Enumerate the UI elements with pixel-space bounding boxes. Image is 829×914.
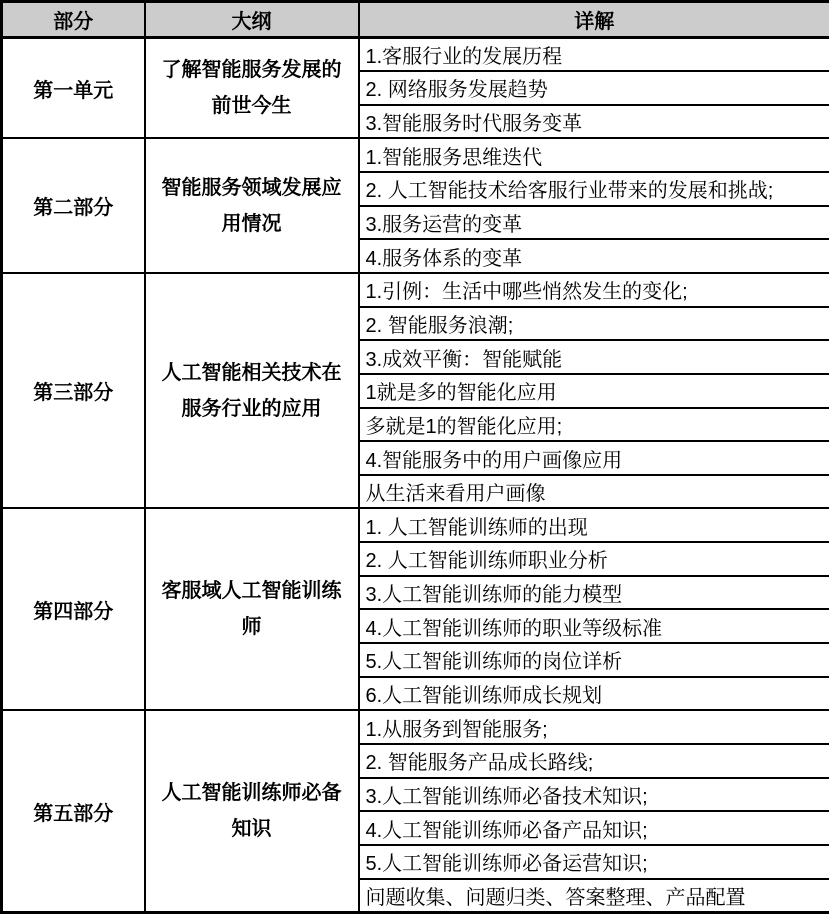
section-1-detail-3: 3.智能服务时代服务变革 bbox=[359, 105, 829, 139]
section-2-detail-3: 3.服务运营的变革 bbox=[359, 206, 829, 240]
section-3-part: 第三部分 bbox=[2, 273, 145, 508]
section-5-part: 第五部分 bbox=[2, 710, 145, 912]
section-4-detail-3: 3.人工智能训练师的能力模型 bbox=[359, 576, 829, 610]
table-row bbox=[2, 710, 829, 744]
section-3-detail-2: 2. 智能服务浪潮; bbox=[359, 307, 829, 341]
section-4-detail-2: 2. 人工智能训练师职业分析 bbox=[359, 542, 829, 576]
section-2-detail-2: 2. 人工智能技术给客服行业带来的发展和挑战; bbox=[359, 172, 829, 206]
section-3-outline: 人工智能相关技术在服务行业的应用 bbox=[145, 273, 359, 508]
section-3-detail-4: 1就是多的智能化应用 bbox=[359, 374, 829, 408]
section-5-outline: 人工智能训练师必备知识 bbox=[145, 710, 359, 912]
table-row bbox=[2, 508, 829, 542]
section-2-detail-1: 1.智能服务思维迭代 bbox=[359, 138, 829, 172]
section-3-detail-5: 多就是1的智能化应用; bbox=[359, 408, 829, 442]
section-5-detail-6: 问题收集、问题归类、答案整理、产品配置 bbox=[359, 879, 829, 913]
table-row bbox=[2, 38, 829, 72]
section-5-detail-1: 1.从服务到智能服务; bbox=[359, 710, 829, 744]
section-4-part: 第四部分 bbox=[2, 508, 145, 710]
section-4-detail-6: 6.人工智能训练师成长规划 bbox=[359, 677, 829, 711]
header-row bbox=[2, 2, 829, 38]
section-3-detail-3: 3.成效平衡：智能赋能 bbox=[359, 340, 829, 374]
section-4-detail-5: 5.人工智能训练师的岗位详析 bbox=[359, 643, 829, 677]
section-5-detail-2: 2. 智能服务产品成长路线; bbox=[359, 744, 829, 778]
section-1-part: 第一单元 bbox=[2, 38, 145, 139]
section-2-outline: 智能服务领域发展应用情况 bbox=[145, 138, 359, 273]
section-1-detail-2: 2. 网络服务发展趋势 bbox=[359, 71, 829, 105]
section-3-detail-7: 从生活来看用户画像 bbox=[359, 475, 829, 509]
section-5-detail-3: 3.人工智能训练师必备技术知识; bbox=[359, 778, 829, 812]
section-4-detail-4: 4.人工智能训练师的职业等级标准 bbox=[359, 609, 829, 643]
header-outline: 大纲 bbox=[145, 2, 359, 38]
section-1-outline: 了解智能服务发展的前世今生 bbox=[145, 38, 359, 139]
section-1-detail-1: 1.客服行业的发展历程 bbox=[359, 38, 829, 72]
table-row bbox=[2, 138, 829, 172]
table-row bbox=[2, 273, 829, 307]
section-5-detail-5: 5.人工智能训练师必备运营知识; bbox=[359, 845, 829, 879]
section-4-detail-1: 1. 人工智能训练师的出现 bbox=[359, 508, 829, 542]
section-2-detail-4: 4.服务体系的变革 bbox=[359, 239, 829, 273]
header-detail: 详解 bbox=[359, 2, 829, 38]
section-2-part: 第二部分 bbox=[2, 138, 145, 273]
header-part: 部分 bbox=[2, 2, 145, 38]
section-4-outline: 客服域人工智能训练师 bbox=[145, 508, 359, 710]
section-3-detail-6: 4.智能服务中的用户画像应用 bbox=[359, 441, 829, 475]
section-5-detail-4: 4.人工智能训练师必备产品知识; bbox=[359, 811, 829, 845]
section-3-detail-1: 1.引例：生活中哪些悄然发生的变化; bbox=[359, 273, 829, 307]
